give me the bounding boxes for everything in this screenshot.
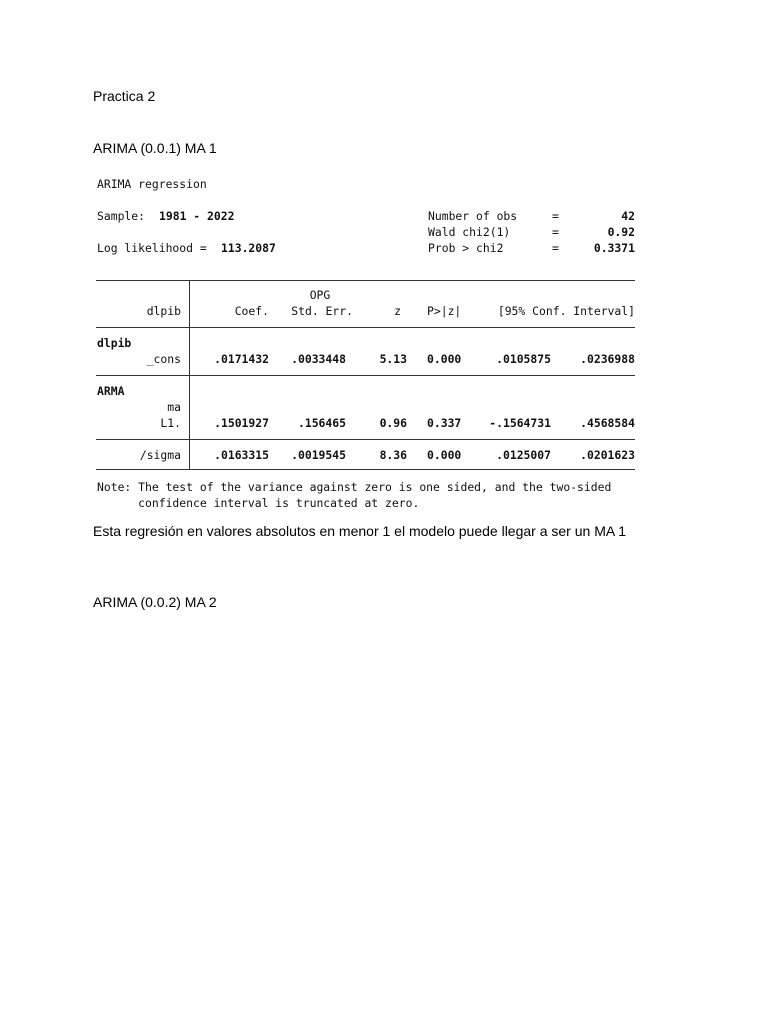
cell-p: 0.337 — [427, 416, 462, 430]
stat-value: 42 — [621, 209, 635, 223]
cell-se: .0033448 — [291, 352, 346, 366]
cell-coef: .1501927 — [214, 416, 269, 430]
section-title-ma2: ARIMA (0.0.2) MA 2 — [93, 594, 217, 610]
cell-ci-high: .4568584 — [580, 416, 635, 430]
output-title: ARIMA regression — [97, 177, 207, 191]
sigma-rule — [96, 439, 635, 440]
cell-se: .0019545 — [291, 448, 346, 462]
z-header: z — [394, 304, 401, 318]
cell-coef: .0163315 — [214, 448, 269, 462]
note-line-2: confidence interval is truncated at zero. — [97, 496, 420, 510]
stat-value: 0.92 — [607, 225, 635, 239]
table-top-rule — [96, 280, 635, 281]
depvar-header: dlpib — [146, 304, 181, 318]
cell-ci-low: .0105875 — [496, 352, 551, 366]
row-label: L1. — [160, 416, 181, 430]
sample-label: Sample: — [97, 209, 146, 223]
coef-header: Coef. — [234, 304, 269, 318]
stat-eq: = — [552, 241, 559, 255]
se-header: Std. Err. — [291, 304, 353, 318]
opg-header: OPG — [309, 288, 331, 302]
cell-p: 0.000 — [427, 352, 462, 366]
cell-z: 8.36 — [379, 448, 407, 462]
loglik-value: 113.2087 — [221, 241, 276, 255]
cell-ci-high: .0201623 — [580, 448, 635, 462]
section-title-ma1: ARIMA (0.0.1) MA 1 — [93, 140, 217, 156]
cell-z: 0.96 — [379, 416, 407, 430]
page-heading: Practica 2 — [93, 88, 156, 104]
cell-ci-low: -.1564731 — [489, 416, 551, 430]
group-label-arma: ARMA — [97, 384, 125, 398]
arima-output-screenshot — [93, 174, 641, 514]
group-label-ma: ma — [167, 400, 181, 414]
cell-ci-high: .0236988 — [580, 352, 635, 366]
cell-coef: .0171432 — [214, 352, 269, 366]
cell-p: 0.000 — [427, 448, 462, 462]
loglik-label: Log likelihood = — [97, 241, 207, 255]
sample-value: 1981 - 2022 — [159, 209, 235, 223]
table-bottom-rule — [96, 469, 635, 470]
stat-label: Prob > chi2 — [428, 241, 504, 255]
stat-label: Wald chi2(1) — [428, 225, 511, 239]
row-label: _cons — [146, 352, 181, 366]
row-label: /sigma — [139, 448, 181, 462]
comment-paragraph: Esta regresión en valores absolutos en menor 1 el modelo puede llegar a ser un MA 1 — [93, 523, 627, 539]
header-rule — [96, 327, 635, 328]
ci-header: [95% Conf. Interval] — [497, 304, 635, 318]
table-column-divider — [189, 280, 190, 469]
cell-se: .156465 — [297, 416, 346, 430]
stat-label: Number of obs — [428, 209, 518, 223]
stat-eq: = — [552, 225, 559, 239]
note-line-1: Note: The test of the variance against zero is one sided, and the two-sided — [97, 480, 612, 494]
stat-eq: = — [552, 209, 559, 223]
cell-z: 5.13 — [379, 352, 407, 366]
p-header: P>|z| — [427, 304, 462, 318]
group-label-dlpib: dlpib — [97, 336, 132, 350]
stat-value: 0.3371 — [593, 241, 635, 255]
cell-ci-low: .0125007 — [496, 448, 551, 462]
group-rule — [96, 375, 635, 376]
